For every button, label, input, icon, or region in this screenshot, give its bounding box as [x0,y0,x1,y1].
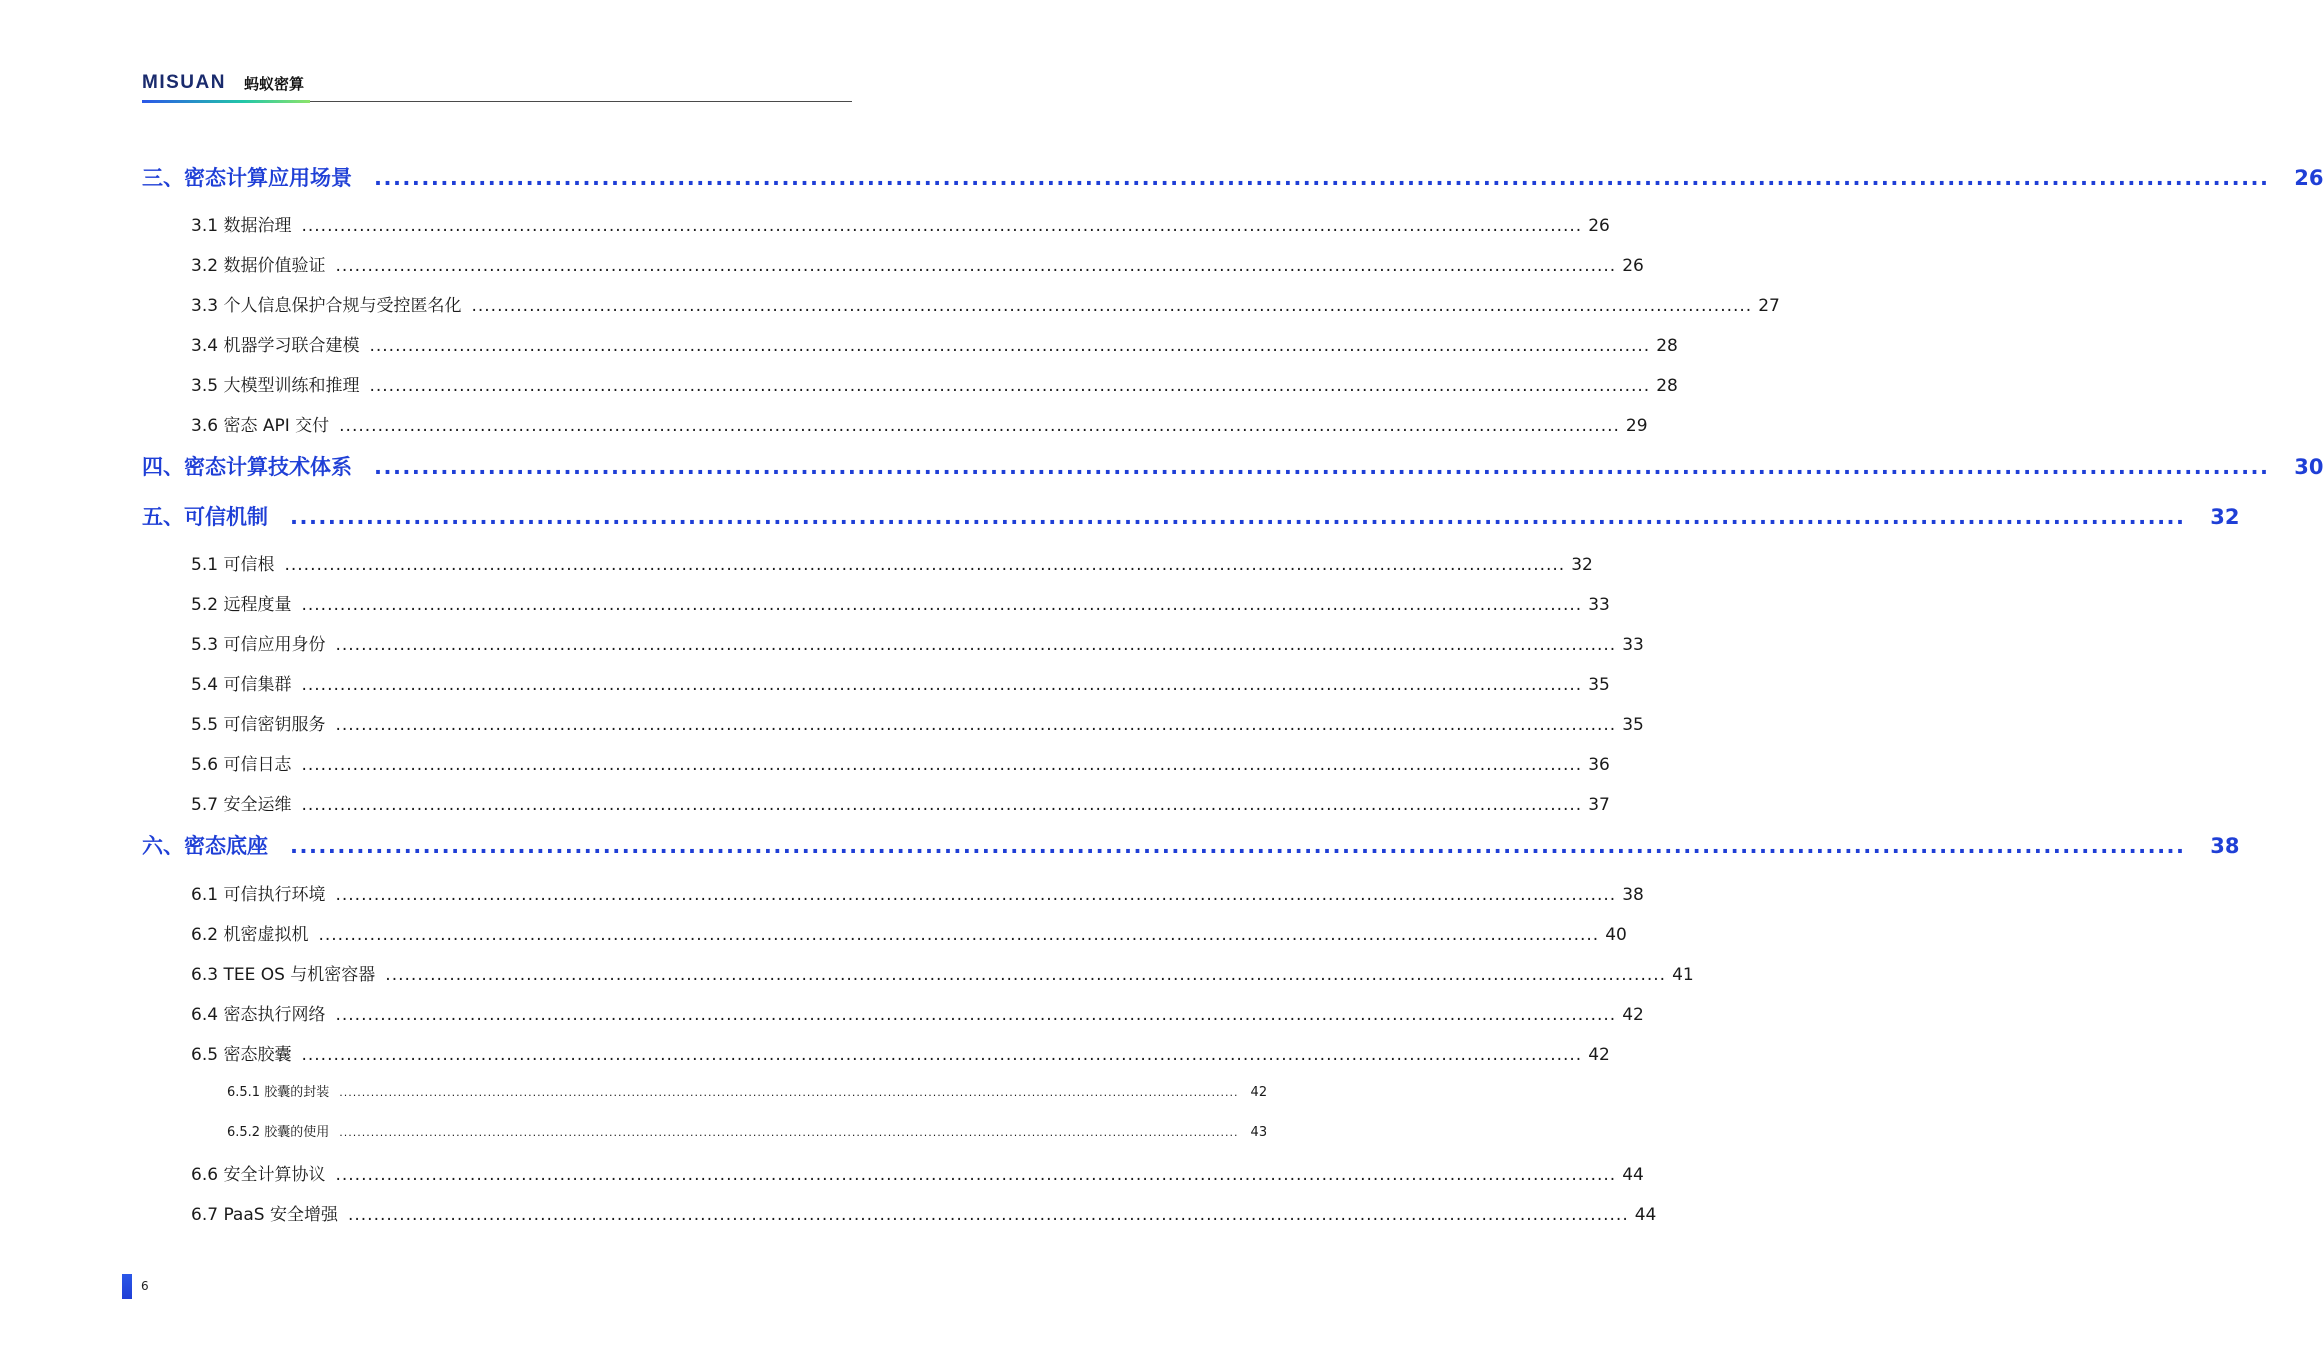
toc-entry-page: 28 [1656,376,1678,396]
toc-entry-label: 6.1 可信执行环境 [191,885,326,905]
toc-entry-page: 27 [1758,296,1780,316]
toc-section-entry[interactable] [191,880,1644,906]
toc-entry-label: 五、可信机制 [142,505,268,529]
toc-entry-label: 5.4 可信集群 [191,675,292,695]
toc-entry-page: 41 [1672,965,1694,985]
toc-entry-label: 5.5 可信密钥服务 [191,715,326,735]
toc-section-entry[interactable] [191,1000,1644,1026]
toc-entry-page: 40 [1605,925,1627,945]
toc-section-entry[interactable] [191,291,1780,317]
toc-entry-label: 6.2 机密虚拟机 [191,925,309,945]
toc-leader-dots: ........................................................................................................................................................................................................ [339,416,1620,436]
toc-section-entry[interactable] [191,550,1593,576]
toc-entry-label: 6.5.1 胶囊的封装 [227,1085,330,1100]
toc-entry-label: 3.5 大模型训练和推理 [191,376,360,396]
toc-entry-page: 33 [1622,635,1644,655]
toc-leader-dots: ........................................................................................................................................................................................................ [301,1045,1583,1065]
toc-entry-page: 38 [1622,885,1644,905]
toc-section-entry[interactable] [191,960,1694,986]
toc-entry-label: 6.3 TEE OS 与机密容器 [191,965,376,985]
page-number: 6 [141,1279,149,1293]
toc-leader-dots: ........................................................................................................................................................................................................ [301,755,1583,775]
toc-section-entry[interactable] [191,920,1627,946]
toc-entry-label: 3.3 个人信息保护合规与受控匿名化 [191,296,462,316]
toc-entry-label: 3.6 密态 API 交付 [191,416,330,436]
toc-leader-dots: ........................................................................................................................................................................................................ [301,795,1583,815]
toc-section-entry[interactable] [191,211,1610,237]
toc-entry-page: 44 [1622,1165,1644,1185]
toc-chapter-entry[interactable] [142,830,2240,864]
toc-section-entry[interactable] [191,1160,1644,1186]
toc-entry-label: 5.6 可信日志 [191,755,292,775]
toc-leader-dots: ........................................................................................................................................................................................................ [318,925,1600,945]
toc-entry-page: 36 [1588,755,1610,775]
toc-section-entry[interactable] [191,371,1678,397]
toc-leader-dots: ........................................................................................................................................................................................................ [301,675,1583,695]
toc-leader-dots: ........................................................................................................................................................................................................ [339,1126,1239,1139]
toc-entry-label: 6.6 安全计算协议 [191,1165,326,1185]
toc-entry-page: 32 [1571,555,1593,575]
toc-section-entry[interactable] [191,1200,1657,1226]
logo-chinese-name: 蚂蚁密算 [244,75,305,93]
toc-leader-dots: ........................................................................................................................................................................................................ [335,635,1617,655]
toc-leader-dots: ........................................................................................................................................................................................................ [471,296,1753,316]
toc-entry-label: 5.3 可信应用身份 [191,635,326,655]
toc-leader-dots: ........................................................................................................................................................................................................ [335,885,1617,905]
toc-entry-page: 32 [2210,505,2240,529]
toc-chapter-entry[interactable] [142,501,2240,535]
toc-entry-label: 6.5 密态胶囊 [191,1045,292,1065]
toc-chapter-entry[interactable] [142,451,2324,485]
toc-entry-page: 43 [1250,1125,1268,1140]
toc-entry-label: 六、密态底座 [142,834,268,858]
toc-chapter-entry[interactable] [142,162,2324,196]
toc-leader-dots: ........................................................................................................................................................................................................ [290,834,2186,858]
toc-entry-page: 42 [1588,1045,1610,1065]
toc-leader-dots: ........................................................................................................................................................................................................ [369,336,1651,356]
toc-entry-label: 6.5.2 胶囊的使用 [227,1125,330,1140]
toc-leader-dots: ........................................................................................................................................................................................................ [347,1205,1629,1225]
toc-entry-page: 29 [1625,416,1648,436]
toc-entry-label: 3.1 数据治理 [191,216,292,236]
toc-section-entry[interactable] [191,251,1644,277]
toc-leader-dots: ........................................................................................................................................................................................................ [369,376,1651,396]
toc-leader-dots: ........................................................................................................................................................................................................ [385,965,1667,985]
toc-entry-page: 26 [1622,256,1644,276]
toc-entry-page: 37 [1588,795,1610,815]
toc-entry-label: 3.2 数据价值验证 [191,256,326,276]
toc-section-entry[interactable] [191,411,1648,437]
toc-entry-label: 6.4 密态执行网络 [191,1005,326,1025]
toc-section-entry[interactable] [191,710,1644,736]
logo-wordmark: MISUAN [142,72,226,93]
toc-entry-label: 5.7 安全运维 [191,795,292,815]
toc-leader-dots: ........................................................................................................................................................................................................ [301,216,1583,236]
toc-entry-label: 三、密态计算应用场景 [142,166,352,190]
toc-entry-label: 5.2 远程度量 [191,595,292,615]
toc-subsection-entry[interactable] [227,1081,1268,1101]
page-header [142,72,852,104]
header-accent-line [142,100,310,103]
toc-entry-page: 44 [1634,1205,1657,1225]
toc-entry-label: 3.4 机器学习联合建模 [191,336,360,356]
toc-entry-page: 33 [1588,595,1610,615]
toc-leader-dots: ........................................................................................................................................................................................................ [374,166,2270,190]
toc-leader-dots: ........................................................................................................................................................................................................ [335,1005,1617,1025]
toc-leader-dots: ........................................................................................................................................................................................................ [335,256,1617,276]
toc-leader-dots: ........................................................................................................................................................................................................ [290,505,2186,529]
toc-section-entry[interactable] [191,590,1610,616]
toc-section-entry[interactable] [191,790,1610,816]
toc-entry-page: 26 [1588,216,1610,236]
toc-section-entry[interactable] [191,670,1610,696]
toc-subsection-entry[interactable] [227,1121,1268,1141]
toc-entry-page: 35 [1588,675,1610,695]
toc-entry-page: 42 [1622,1005,1644,1025]
toc-section-entry[interactable] [191,1040,1610,1066]
toc-entry-page: 26 [2294,166,2324,190]
toc-leader-dots: ........................................................................................................................................................................................................ [335,1165,1617,1185]
toc-entry-label: 5.1 可信根 [191,555,275,575]
toc-entry-page: 30 [2294,455,2324,479]
toc-section-entry[interactable] [191,750,1610,776]
toc-entry-label: 6.7 PaaS 安全增强 [191,1205,338,1225]
footer-accent-bar [122,1274,132,1299]
toc-section-entry[interactable] [191,331,1678,357]
toc-leader-dots: ........................................................................................................................................................................................................ [339,1086,1239,1099]
toc-entry-page: 28 [1656,336,1678,356]
toc-entry-page: 38 [2210,834,2240,858]
toc-leader-dots: ........................................................................................................................................................................................................ [374,455,2270,479]
toc-leader-dots: ........................................................................................................................................................................................................ [301,595,1583,615]
header-divider [310,101,852,102]
toc-entry-label: 四、密态计算技术体系 [142,455,352,479]
toc-section-entry[interactable] [191,630,1644,656]
toc-entry-page: 35 [1622,715,1644,735]
toc-leader-dots: ........................................................................................................................................................................................................ [284,555,1566,575]
toc-entry-page: 42 [1250,1085,1268,1100]
toc-leader-dots: ........................................................................................................................................................................................................ [335,715,1617,735]
